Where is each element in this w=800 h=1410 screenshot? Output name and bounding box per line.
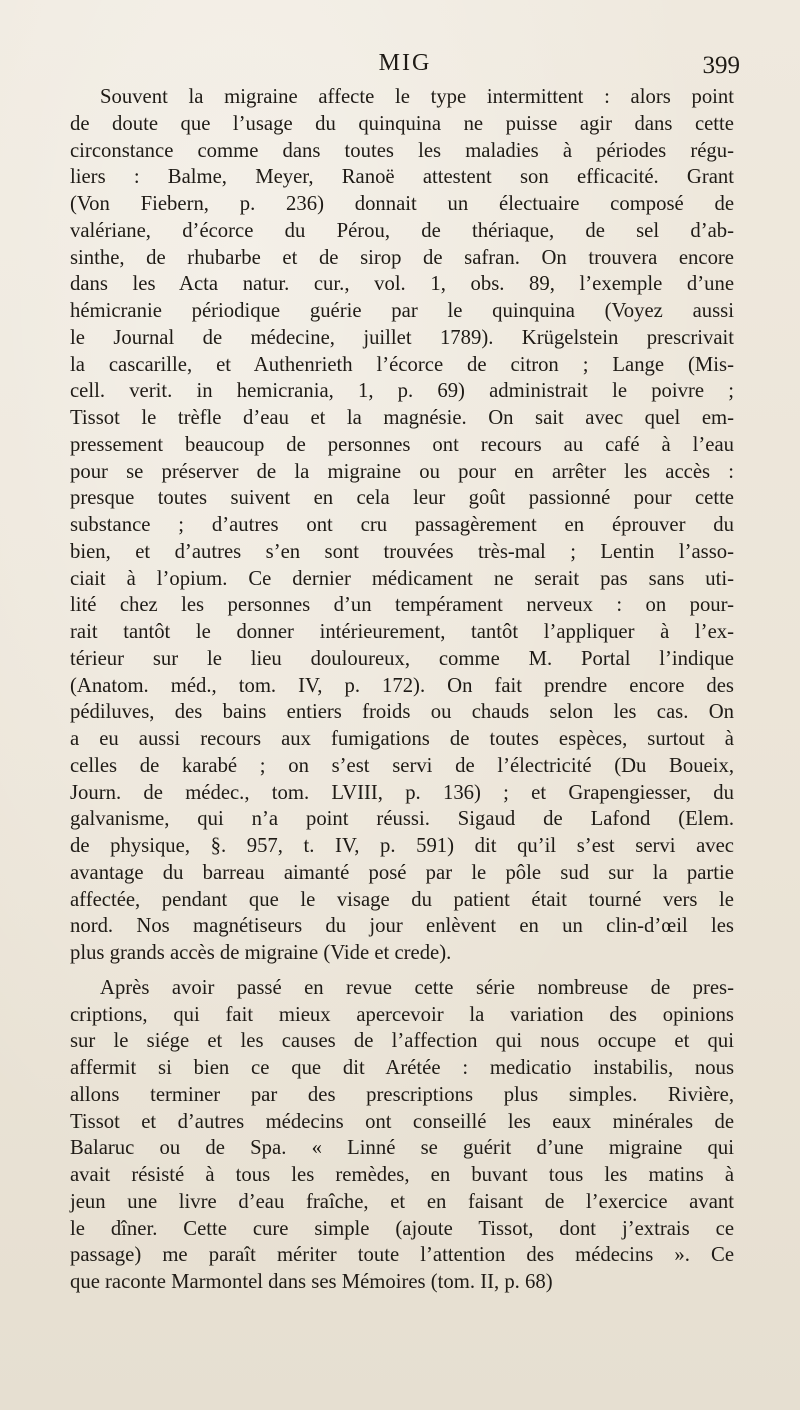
text-line: substance ; d’autres ont cru passagèrement en éprouver du [70,514,734,536]
text-line: pressement beaucoup de personnes ont recours au café à l’eau [70,433,734,456]
paragraph-2 [70,975,734,1296]
text-line: térieur sur le lieu douloureux, comme M. Portal l’indique [70,647,734,670]
text-line: Tissot le trèfle d’eau et la magnésie. On sait avec quel em- [70,407,734,429]
text-line: que raconte Marmontel dans ses Mémoires (tom. II, p. 68) [70,1271,553,1293]
text-line: galvanisme, qui n’a point réussi. Sigaud de Lafond (Elem. [70,808,734,831]
text-line: rait tantôt le donner intérieurement, tantôt l’appliquer à l’ex- [70,621,734,643]
text-line: la cascarille, et Authenrieth l’écorce de citron ; Lange (Mis- [70,353,734,376]
text-line: criptions, qui fait mieux apercevoir la variation des opinions [70,1003,734,1026]
body-text [70,84,734,1296]
page-number: 399 [702,52,740,79]
text-line: le Journal de médecine, juillet 1789). Krügelstein prescrivait [70,326,734,349]
text-line: liers : Balme, Meyer, Ranoë attestent son efficacité. Grant [70,166,734,189]
text-line: affectée, pendant que le visage du patient était tourné vers le [70,888,734,911]
text-line: plus grands accès de migraine (Vide et crede). [70,942,452,964]
text-line: Souvent la migraine affecte le type intermittent : alors point [100,86,734,108]
paragraph-gap [70,967,734,975]
text-line: circonstance comme dans toutes les maladies à périodes régu- [70,139,734,162]
text-line: lité chez les personnes d’un tempérament nerveux : on pour- [70,594,734,617]
text-line: valériane, d’écorce du Pérou, de thériaque, de sel d’ab- [70,219,734,242]
text-line: sinthe, de rhubarbe et de sirop de safran. On trouvera encore [70,246,734,269]
text-line: affermit si bien ce que dit Arétée : medicatio instabilis, nous [70,1057,734,1079]
text-line: cell. verit. in hemicrania, 1, p. 69) administrait le poivre ; [70,380,734,403]
text-line: allons terminer par des prescriptions plus simples. Rivière, [70,1083,734,1106]
text-line: hémicranie périodique guérie par le quinquina (Voyez aussi [70,300,734,322]
text-line: dans les Acta natur. cur., vol. 1, obs. 89, l’exemple d’une [70,273,734,296]
text-line: pédiluves, des bains entiers froids ou chauds selon les cas. On [70,701,734,724]
text-line: de physique, §. 957, t. IV, p. 591) dit qu’il s’est servi avec [70,835,734,857]
text-line: celles de karabé ; on s’est servi de l’électricité (Du Boueix, [70,754,734,777]
paragraph-1 [70,84,734,967]
text-line: sur le siége et les causes de l’affection qui nous occupe et qui [70,1030,734,1053]
text-line: jeun une livre d’eau fraîche, et en faisant de l’exercice avant [70,1190,734,1213]
text-line: Après avoir passé en revue cette série nombreuse de pres- [100,976,734,999]
text-line: bien, et d’autres s’en sont trouvées très-mal ; Lentin l’asso- [70,540,734,563]
text-line: pour se préserver de la migraine ou pour en arrêter les accès : [70,460,734,483]
text-line: Balaruc ou de Spa. « Linné se guérit d’une migraine qui [70,1137,734,1160]
text-line: ciait à l’opium. Ce dernier médicament ne serait pas sans uti- [70,567,734,590]
text-line: (Anatom. méd., tom. IV, p. 172). On fait prendre encore des [70,674,734,697]
text-line: de doute que l’usage du quinquina ne puisse agir dans cette [70,112,734,135]
text-line: passage) me paraît mériter toute l’attention des médecins ». Ce [70,1244,734,1267]
text-line: Tissot et d’autres médecins ont conseillé les eaux minérales de [70,1110,734,1133]
text-line: le dîner. Cette cure simple (ajoute Tissot, dont j’extrais ce [70,1217,734,1240]
text-line: Journ. de médec., tom. LVIII, p. 136) ; et Grapengiesser, du [70,781,734,804]
text-line: avait résisté à tous les remèdes, en buvant tous les matins à [70,1164,734,1186]
text-line: avantage du barreau aimanté posé par le pôle sud sur la partie [70,861,734,884]
text-line: a eu aussi recours aux fumigations de toutes espèces, surtout à [70,728,734,750]
page-header [70,48,740,82]
text-line: presque toutes suivent en cela leur goût passionné pour cette [70,487,734,510]
running-head: MIG [378,50,432,76]
text-line: (Von Fiebern, p. 236) donnait un électuaire composé de [70,193,734,215]
text-line: nord. Nos magnétiseurs du jour enlèvent en un clin-d’œil les [70,915,734,938]
